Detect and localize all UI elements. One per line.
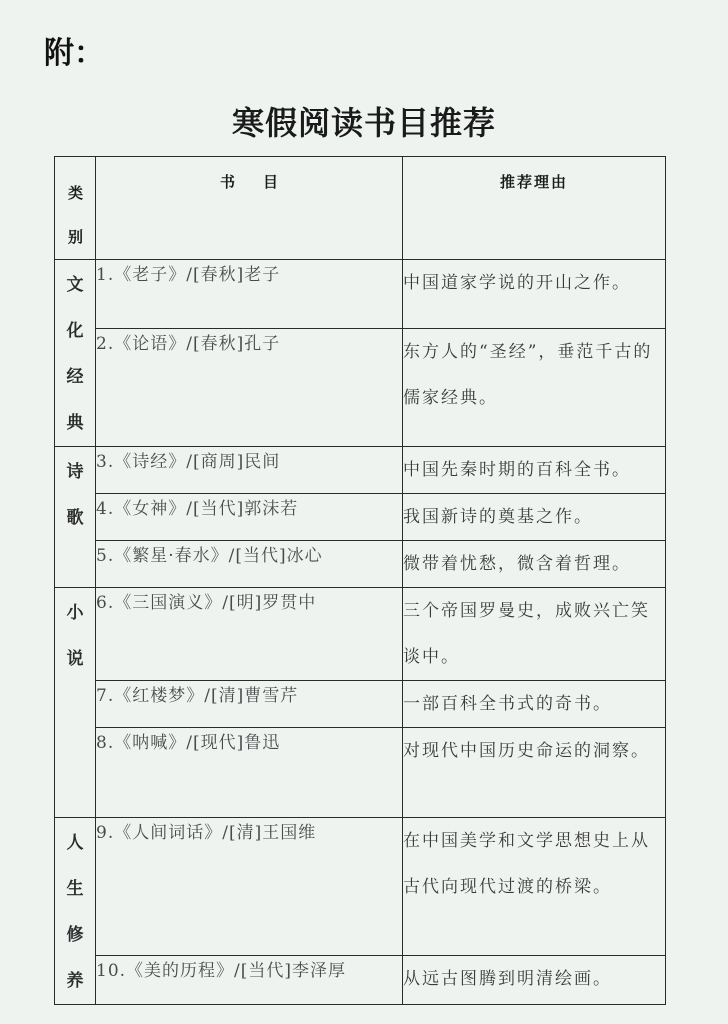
table-header-row	[55, 157, 666, 260]
attachment-label: 附：	[44, 36, 104, 71]
reason-cell: 对现代中国历史命运的洞察。	[403, 728, 666, 818]
table-row	[55, 541, 666, 588]
reason-cell: 三个帝国罗曼史，成败兴亡笑谈中。	[403, 588, 666, 681]
table-row	[55, 328, 666, 446]
header-books: 书目	[96, 157, 403, 260]
book-list-table	[54, 156, 666, 1005]
reason-cell: 我国新诗的奠基之作。	[403, 494, 666, 541]
book-cell: 5.《繁星·春水》/[当代]冰心	[96, 541, 403, 588]
table-row	[55, 588, 666, 681]
book-cell: 8.《呐喊》/[现代]鲁迅	[96, 728, 403, 818]
header-category: 类别	[55, 157, 96, 260]
book-cell: 9.《人间词话》/[清]王国维	[96, 818, 403, 956]
reason-cell: 微带着忧愁，微含着哲理。	[403, 541, 666, 588]
book-cell: 7.《红楼梦》/[清]曹雪芹	[96, 681, 403, 728]
category-label: 诗歌	[66, 462, 84, 528]
table-row	[55, 681, 666, 728]
category-cell	[55, 588, 96, 818]
category-cell	[55, 260, 96, 447]
reason-cell: 中国道家学说的开山之作。	[403, 260, 666, 329]
table-row	[55, 956, 666, 1005]
table-row	[55, 494, 666, 541]
header-reason: 推荐理由	[403, 157, 666, 260]
book-cell: 4.《女神》/[当代]郭沫若	[96, 494, 403, 541]
page-title: 寒假阅读书目推荐	[231, 104, 496, 142]
reason-cell: 在中国美学和文学思想史上从古代向现代过渡的桥梁。	[403, 818, 666, 956]
book-cell: 2.《论语》/[春秋]孔子	[96, 328, 403, 446]
table-row	[55, 728, 666, 818]
table-row	[55, 260, 666, 329]
category-cell	[55, 447, 96, 588]
category-label: 小说	[66, 603, 84, 669]
table-row	[55, 818, 666, 956]
reason-cell: 一部百科全书式的奇书。	[403, 681, 666, 728]
reason-cell: 东方人的“圣经”，垂范千古的儒家经典。	[403, 328, 666, 446]
book-cell: 6.《三国演义》/[明]罗贯中	[96, 588, 403, 681]
book-cell: 10.《美的历程》/[当代]李泽厚	[96, 956, 403, 1005]
book-cell: 3.《诗经》/[商周]民间	[96, 447, 403, 494]
reason-cell: 从远古图腾到明清绘画。	[403, 956, 666, 1005]
table-row	[55, 447, 666, 494]
category-label: 人生修养	[66, 833, 84, 991]
reason-cell: 中国先秦时期的百科全书。	[403, 447, 666, 494]
category-label: 文化经典	[66, 275, 84, 433]
book-cell: 1.《老子》/[春秋]老子	[96, 260, 403, 329]
category-cell	[55, 818, 96, 1005]
